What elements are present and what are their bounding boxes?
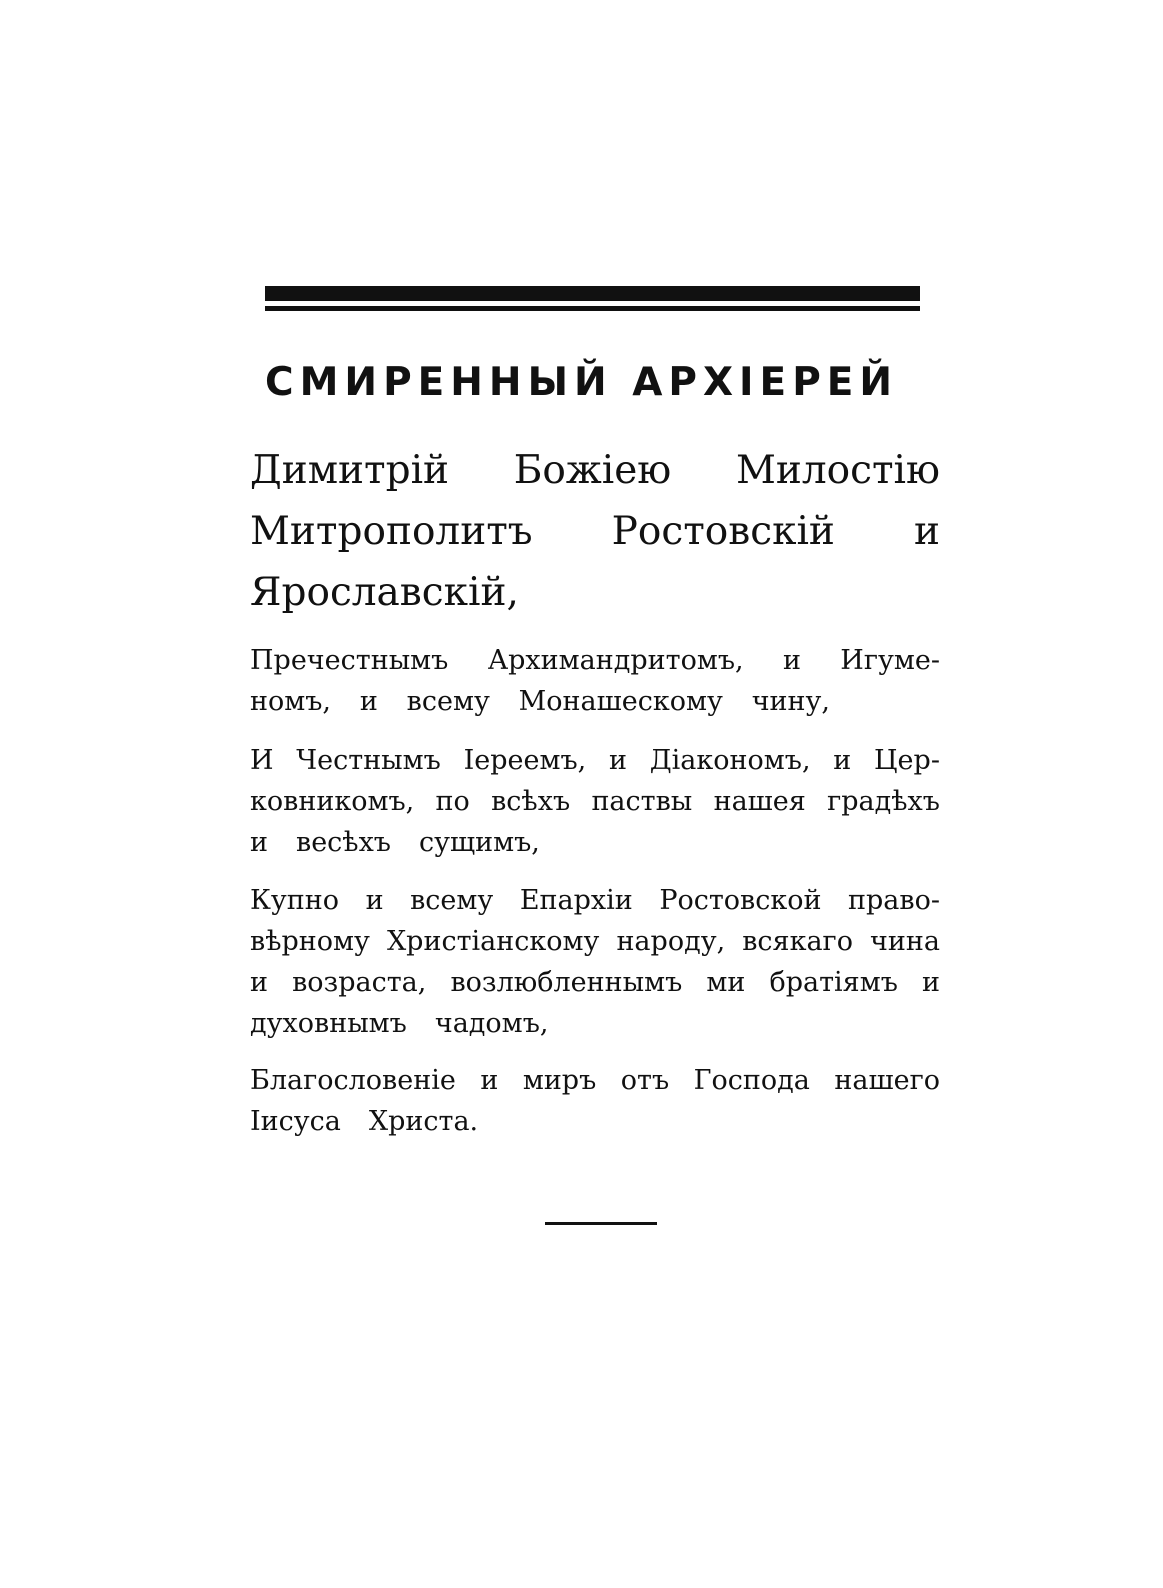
word: чина: [870, 926, 940, 957]
word: народу,: [616, 926, 726, 957]
word: и: [782, 645, 801, 676]
word: возраста,: [292, 967, 427, 998]
author-word: Димитрій: [250, 448, 450, 493]
word: весѣхъ: [296, 827, 391, 858]
word: Діакономъ,: [649, 745, 811, 776]
word: сущимъ,: [419, 827, 540, 858]
word: Іисуса: [250, 1106, 341, 1137]
word: миръ: [522, 1065, 597, 1096]
page-title: СМИРЕННЫЙ АРХІЕРЕЙ: [265, 360, 899, 405]
text-line: [250, 962, 940, 1003]
header-rule-thin: [265, 306, 920, 311]
word: право-: [848, 885, 940, 916]
text-line: [250, 781, 940, 822]
word: всякаго: [742, 926, 853, 957]
word: ми: [706, 967, 746, 998]
word: по: [435, 786, 470, 817]
word: Архимандритомъ,: [487, 645, 744, 676]
word: Благословеніе: [250, 1065, 456, 1096]
author-word: и: [913, 509, 940, 554]
word: Христа.: [368, 1106, 479, 1137]
text-line: [250, 681, 830, 722]
text-line: [250, 921, 940, 962]
address-paragraph-monastics: [250, 640, 940, 722]
word: Господа: [693, 1065, 810, 1096]
author-line: [250, 501, 940, 562]
word: духовнымъ: [250, 1008, 407, 1039]
closing-rule: [545, 1222, 657, 1225]
text-line: [250, 1101, 940, 1142]
word: всему: [410, 885, 494, 916]
word: возлюбленнымъ: [450, 967, 683, 998]
text-line: [250, 1060, 940, 1101]
word: и: [365, 885, 384, 916]
text-line: [250, 880, 940, 921]
word: Ростовской: [659, 885, 822, 916]
word: Игуме-: [840, 645, 940, 676]
word: и: [359, 686, 378, 717]
address-paragraph-clergy: [250, 740, 940, 863]
word: вѣрному: [250, 926, 370, 957]
word: чадомъ,: [434, 1008, 549, 1039]
author-block: [250, 440, 940, 623]
author-word: Божіею: [513, 448, 672, 493]
author-word: Милостію: [735, 448, 940, 493]
word: и: [921, 967, 940, 998]
author-word: Ростовскій: [611, 509, 835, 554]
word: и: [250, 967, 268, 998]
word: и: [250, 827, 268, 858]
word: отъ: [620, 1065, 670, 1096]
word: Епархіи: [519, 885, 633, 916]
word: чину,: [751, 686, 830, 717]
author-line: [250, 562, 940, 623]
word: Честнымъ: [296, 745, 441, 776]
word: градѣхъ: [827, 786, 940, 817]
word: Христіанскому: [386, 926, 600, 957]
text-line: [250, 1003, 940, 1044]
word: паствы: [591, 786, 693, 817]
word: И: [250, 745, 274, 776]
word: ковникомъ,: [250, 786, 415, 817]
word: братіямъ: [769, 967, 898, 998]
address-paragraph-laity: [250, 880, 940, 1044]
header-rule-thick: [265, 286, 920, 301]
word: Купно: [250, 885, 340, 916]
word: и: [480, 1065, 499, 1096]
word: всѣхъ: [491, 786, 571, 817]
word: нашея: [713, 786, 806, 817]
word: номъ,: [250, 686, 332, 717]
greeting-paragraph: [250, 1060, 940, 1142]
word: всему: [406, 686, 490, 717]
text-line: [250, 640, 940, 681]
word: и: [833, 745, 852, 776]
word: Пречестнымъ: [250, 645, 449, 676]
word: Монашескому: [518, 686, 723, 717]
author-line: [250, 440, 940, 501]
word: и: [608, 745, 627, 776]
word: нашего: [834, 1065, 940, 1096]
author-word: Митрополитъ: [250, 509, 533, 554]
word: Цер-: [874, 745, 940, 776]
text-line: [250, 740, 940, 781]
author-word: Ярославскій,: [250, 570, 519, 615]
text-line: [250, 822, 940, 863]
word: Іереемъ,: [463, 745, 587, 776]
